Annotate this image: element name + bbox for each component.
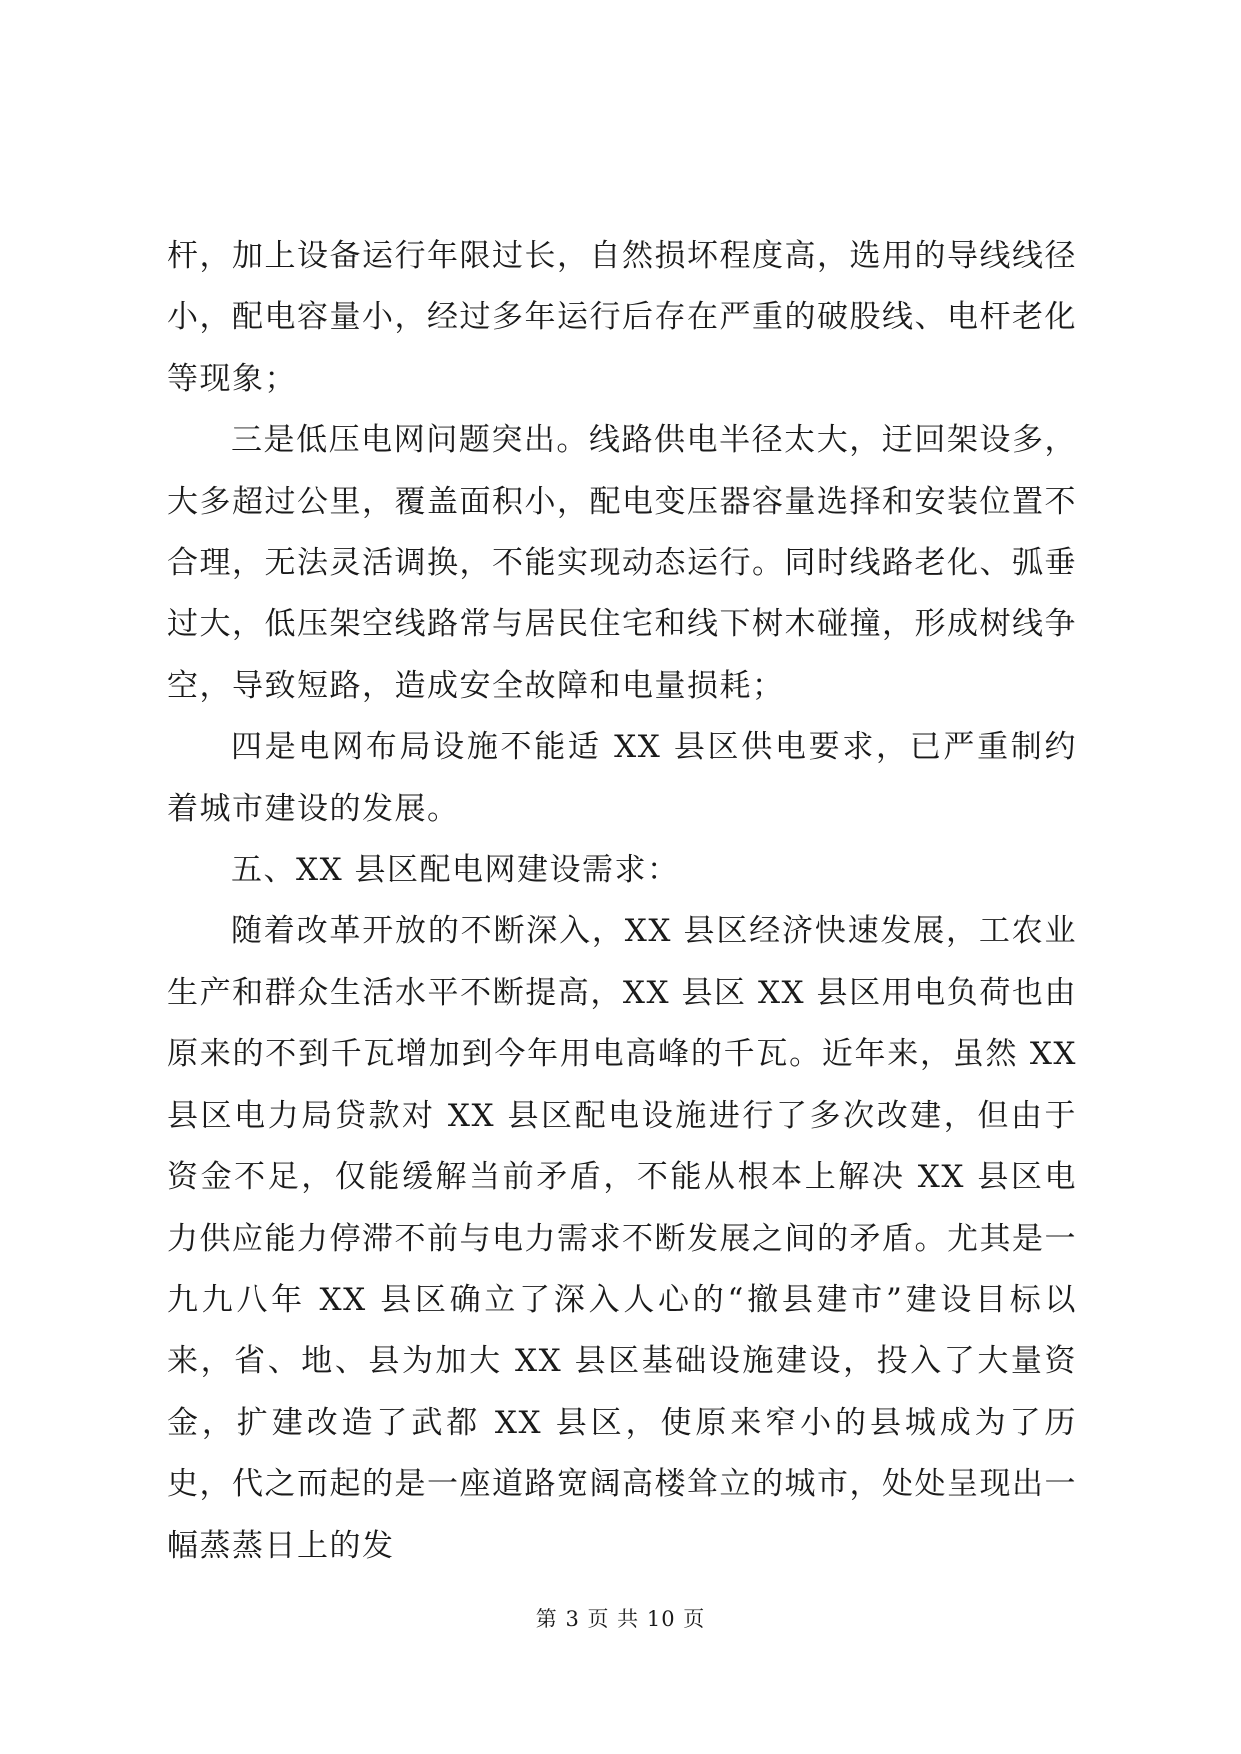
page-number-footer: 第 3 页 共 10 页	[535, 1607, 706, 1631]
document-body	[167, 226, 1077, 1577]
paragraph-5: 随着改革开放的不断深入，XX 县区经济快速发展，工农业生产和群众生活水平不断提高，XX 县区 XX 县区用电负荷也由原来的不到千瓦增加到今年用电高峰的千瓦。近年来，虽然 XX 县区电力局贷款对 XX 县区配电设施进行了多次改建，但由于资金不足，仅能缓解当前矛盾，不能从根本上解决 XX 县区电力供应能力停滞不前与电力需求不断发展之间的矛盾。尤其是一九九八年 XX 县区确立了深入人心的“撤县建市”建设目标以来，省、地、县为加大 XX 县区基础设施建设，投入了大量资金，扩建改造了武都 XX 县区，使原来窄小的县城成为了历史，代之而起的是一座道路宽阔高楼耸立的城市，处处呈现出一幅蒸蒸日上的发	[167, 913, 1077, 1564]
paragraph-2: 三是低压电网问题突出。线路供电半径太大，迂回架设多，大多超过公里，覆盖面积小，配电变压器容量选择和安装位置不合理，无法灵活调换，不能实现动态运行。同时线路老化、弧垂过大，低压架空线路常与居民住宅和线下树木碰撞，形成树线争空，导致短路，造成安全故障和电量损耗；	[167, 422, 1077, 704]
section-heading-5: 五、XX 县区配电网建设需求：	[231, 852, 680, 889]
paragraph-1: 杆，加上设备运行年限过长，自然损坏程度高，选用的导线线径小，配电容量小，经过多年运行后存在严重的破股线、电杆老化等现象；	[167, 238, 1077, 397]
paragraph-3: 四是电网布局设施不能适 XX 县区供电要求，已严重制约着城市建设的发展。	[167, 729, 1077, 827]
